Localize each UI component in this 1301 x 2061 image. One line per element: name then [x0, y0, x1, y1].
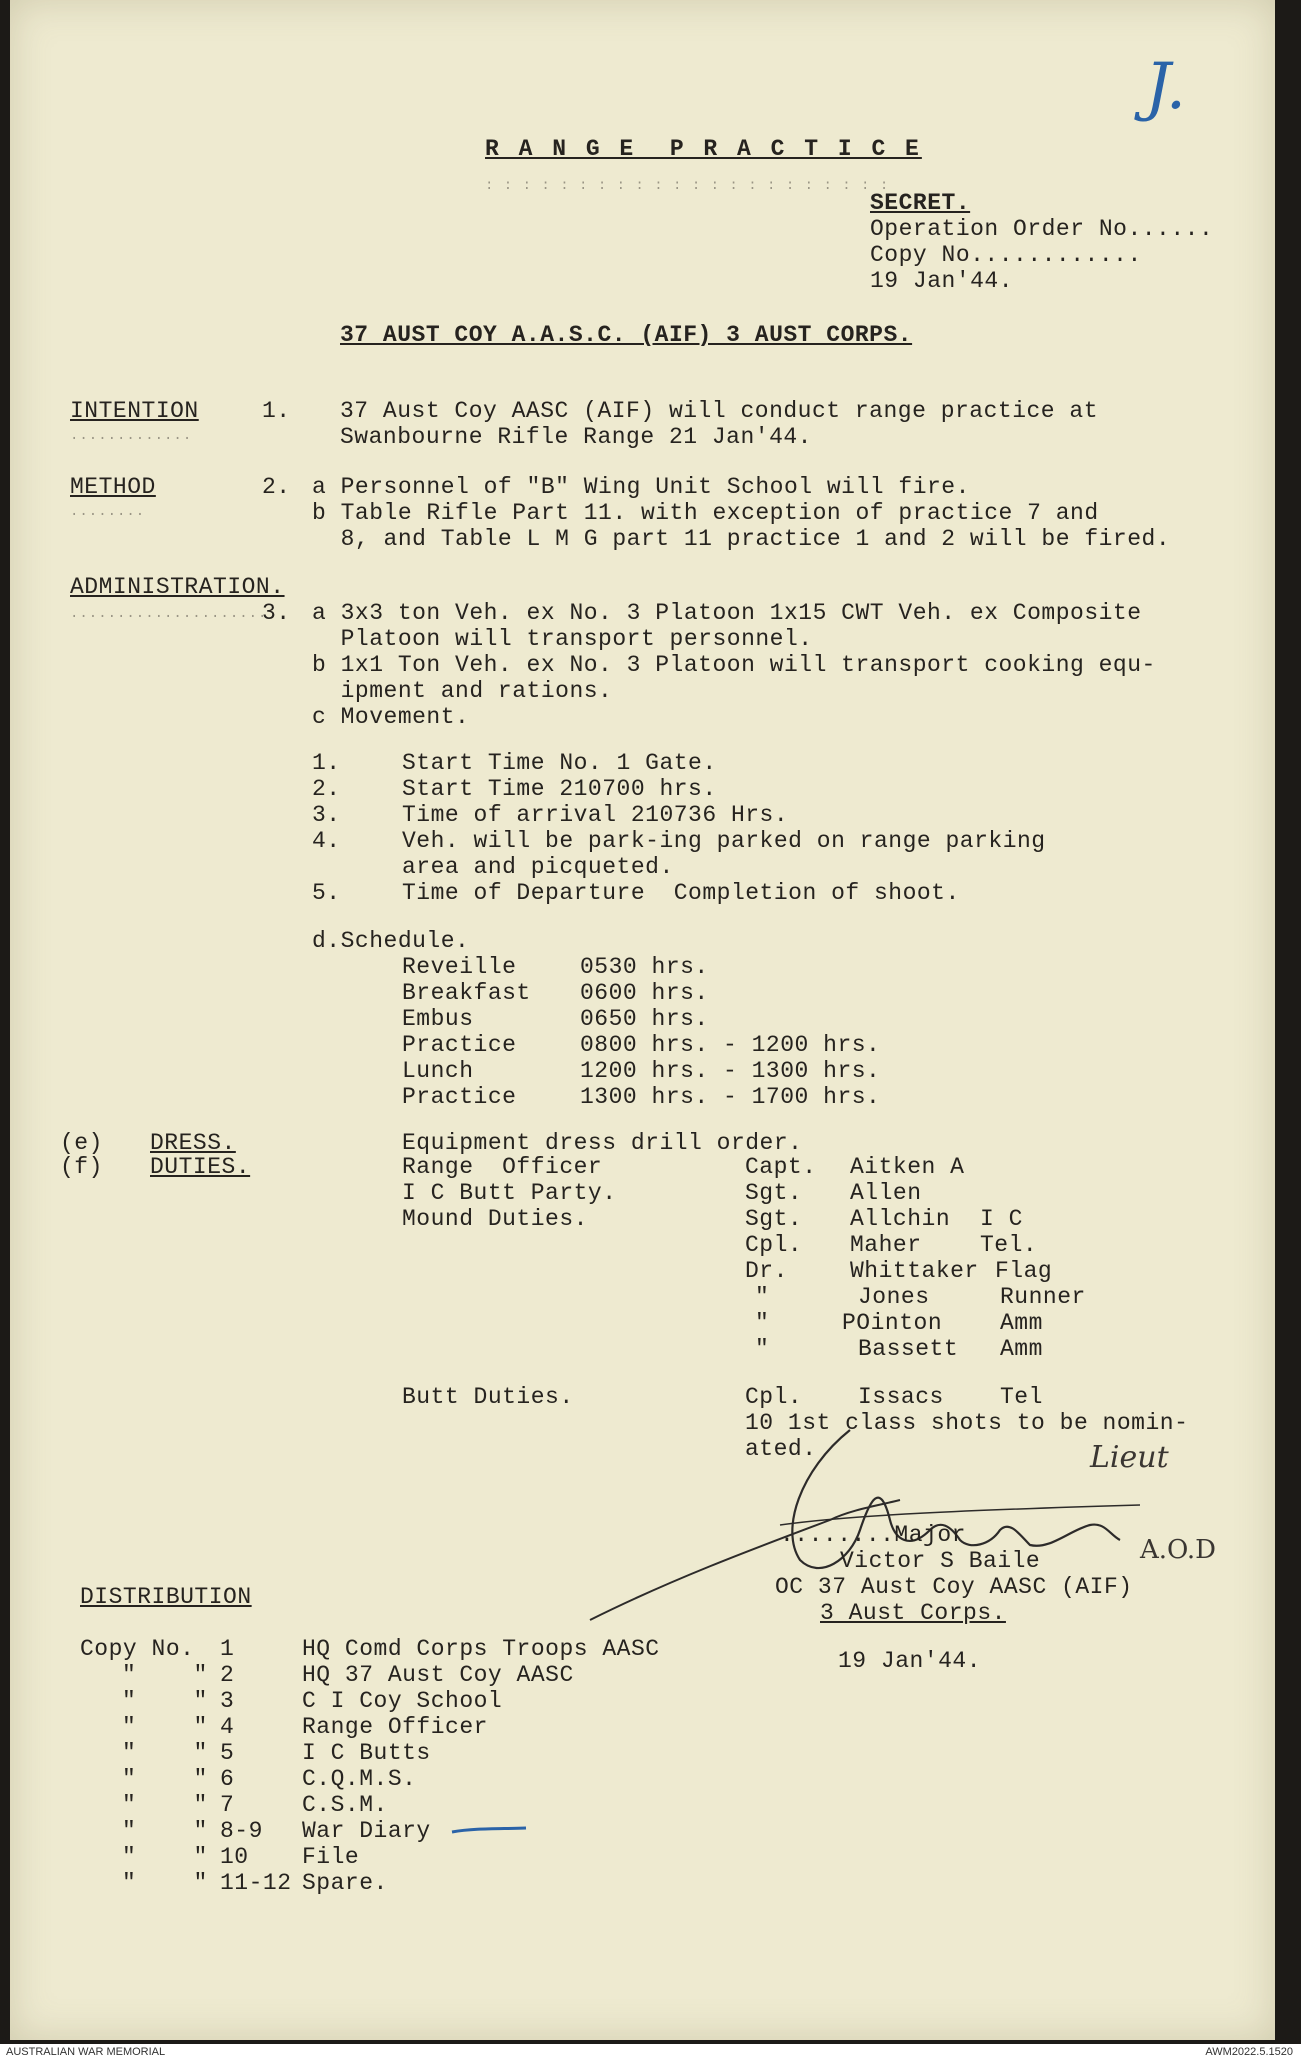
movement-number: 5. — [312, 880, 341, 906]
distribution-prefix: " " — [122, 1688, 208, 1714]
butt-note: ated. — [745, 1436, 817, 1462]
schedule-time: 0650 hrs. — [580, 1006, 709, 1032]
duty-rank: Cpl. — [745, 1232, 803, 1258]
movement-text: Time of arrival 210736 Hrs. — [402, 802, 789, 828]
distribution-prefix: Copy No. — [80, 1636, 195, 1662]
distribution-recipient: Range Officer — [302, 1714, 488, 1740]
duty-rank: Sgt. — [745, 1206, 803, 1232]
duty-name: Allchin — [850, 1206, 951, 1232]
duty-rank: Capt. — [745, 1154, 817, 1180]
method-number: 2. — [262, 474, 291, 500]
duty-task: Runner — [1000, 1284, 1086, 1310]
duty-rank: " — [755, 1310, 770, 1336]
schedule-label: d.Schedule. — [312, 928, 470, 954]
copy-no: Copy No............ — [870, 242, 1142, 268]
footer-accession-number: AWM2022.5.1520 — [1205, 2046, 1293, 2058]
duty-name: Maher — [850, 1232, 922, 1258]
intention-label: INTENTION — [70, 398, 199, 424]
schedule-item: Practice — [402, 1032, 517, 1058]
duties-marker: (f) — [60, 1154, 103, 1180]
distribution-prefix: " " — [122, 1740, 208, 1766]
distribution-recipient: Spare. — [302, 1870, 388, 1896]
duty-name: Jones — [858, 1284, 930, 1310]
distribution-copy-no: 6 — [220, 1766, 235, 1792]
distribution-recipient: War Diary — [302, 1818, 431, 1844]
distribution-copy-no: 4 — [220, 1714, 235, 1740]
signatory-title: OC 37 Aust Coy AASC (AIF) — [775, 1574, 1133, 1600]
pen-tick-mark — [450, 1820, 530, 1840]
distribution-prefix: " " — [122, 1766, 208, 1792]
schedule-item: Practice — [402, 1084, 517, 1110]
administration-line: Platoon will transport personnel. — [312, 626, 813, 652]
duty-task: Flag — [995, 1258, 1053, 1284]
duty-rank: Sgt. — [745, 1180, 803, 1206]
handwritten-lieut: Lieut — [1090, 1440, 1169, 1475]
movement-number: 2. — [312, 776, 341, 802]
signatory-name: Victor S Baile — [840, 1548, 1041, 1574]
distribution-recipient: C.Q.M.S. — [302, 1766, 417, 1792]
distribution-prefix: " " — [122, 1844, 208, 1870]
schedule-time: 0600 hrs. — [580, 980, 709, 1006]
page-title: R A N G E P R A C T I C E — [485, 136, 922, 162]
distribution-copy-no: 7 — [220, 1792, 235, 1818]
method-dots: ........ — [70, 504, 146, 520]
distribution-recipient: HQ Comd Corps Troops AASC — [302, 1636, 660, 1662]
duty-role: Range Officer — [402, 1154, 603, 1180]
title-dots: : : : : : : : : : : : : : : : : : : : : : : — [485, 178, 890, 194]
schedule-item: Lunch — [402, 1058, 474, 1084]
handwritten-corner-mark: J. — [1145, 50, 1187, 124]
administration-number: 3. — [262, 600, 291, 626]
schedule-item: Reveille — [402, 954, 517, 980]
butt-duties-rank: Cpl. — [745, 1384, 803, 1410]
signature-date: 19 Jan'44. — [838, 1648, 982, 1674]
duties-label: DUTIES. — [150, 1154, 251, 1180]
duty-task: I C — [980, 1206, 1023, 1232]
duty-rank: " — [755, 1284, 770, 1310]
method-label: METHOD — [70, 474, 156, 500]
movement-text: Veh. will be park-ing parked on range parking — [402, 828, 1046, 854]
distribution-copy-no: 8-9 — [220, 1818, 263, 1844]
distribution-prefix: " " — [122, 1662, 208, 1688]
schedule-time: 1300 hrs. - 1700 hrs. — [580, 1084, 881, 1110]
distribution-prefix: " " — [122, 1714, 208, 1740]
distribution-recipient: I C Butts — [302, 1740, 431, 1766]
dress-text: Equipment dress drill order. — [402, 1130, 803, 1156]
distribution-prefix: " " — [122, 1792, 208, 1818]
duty-name: POinton — [842, 1310, 943, 1336]
butt-duties-name: Issacs — [858, 1384, 944, 1410]
classification: SECRET. — [870, 190, 971, 216]
unit-heading: 37 AUST COY A.A.S.C. (AIF) 3 AUST CORPS. — [340, 322, 913, 348]
duty-name: Aitken A — [850, 1154, 965, 1180]
administration-line: b 1x1 Ton Veh. ex No. 3 Platoon will transport cooking equ- — [312, 652, 1156, 678]
butt-duties-task: Tel — [1000, 1384, 1043, 1410]
schedule-item: Embus — [402, 1006, 474, 1032]
duty-name: Whittaker — [850, 1258, 979, 1284]
distribution-recipient: File — [302, 1844, 360, 1870]
intention-number: 1. — [262, 398, 291, 424]
duty-task: Tel. — [980, 1232, 1038, 1258]
schedule-item: Breakfast — [402, 980, 531, 1006]
operation-order-no: Operation Order No...... — [870, 216, 1214, 242]
method-line: a Personnel of "B" Wing Unit School will fire. — [312, 474, 970, 500]
butt-note: 10 1st class shots to be nomin- — [745, 1410, 1189, 1436]
movement-number: 3. — [312, 802, 341, 828]
movement-text: area and picqueted. — [402, 854, 674, 880]
schedule-time: 0800 hrs. - 1200 hrs. — [580, 1032, 881, 1058]
distribution-copy-no: 10 — [220, 1844, 249, 1870]
butt-duties-role: Butt Duties. — [402, 1384, 574, 1410]
administration-label: ADMINISTRATION. — [70, 574, 285, 600]
schedule-time: 1200 hrs. - 1300 hrs. — [580, 1058, 881, 1084]
method-line: 8, and Table L M G part 11 practice 1 and 2 will be fired. — [312, 526, 1171, 552]
administration-line: ipment and rations. — [312, 678, 613, 704]
signature-rank-line: ........Major — [780, 1522, 966, 1548]
distribution-prefix: " " — [122, 1870, 208, 1896]
handwritten-aod: A.O.D — [1140, 1535, 1216, 1565]
duty-role: Mound Duties. — [402, 1206, 588, 1232]
dress-marker: (e) — [60, 1130, 103, 1156]
distribution-recipient: HQ 37 Aust Coy AASC — [302, 1662, 574, 1688]
distribution-label: DISTRIBUTION — [80, 1584, 252, 1610]
distribution-copy-no: 1 — [220, 1636, 235, 1662]
administration-dots: ..................... — [70, 606, 268, 622]
movement-text: Time of Departure Completion of shoot. — [402, 880, 960, 906]
dress-label: DRESS. — [150, 1130, 236, 1156]
administration-line: a 3x3 ton Veh. ex No. 3 Platoon 1x15 CWT Veh. ex Composite — [312, 600, 1142, 626]
duty-name: Bassett — [858, 1336, 959, 1362]
movement-text: Start Time No. 1 Gate. — [402, 750, 717, 776]
distribution-copy-no: 11-12 — [220, 1870, 292, 1896]
intention-line: 37 Aust Coy AASC (AIF) will conduct range practice at — [340, 398, 1099, 424]
archive-footer — [0, 2044, 1301, 2061]
distribution-recipient: C I Coy School — [302, 1688, 503, 1714]
intention-line: Swanbourne Rifle Range 21 Jan'44. — [340, 424, 812, 450]
distribution-prefix: " " — [122, 1818, 208, 1844]
duty-role: I C Butt Party. — [402, 1180, 617, 1206]
signatory-unit: 3 Aust Corps. — [820, 1600, 1006, 1626]
duty-rank: " — [755, 1336, 770, 1362]
footer-institution: AUSTRALIAN WAR MEMORIAL — [6, 2046, 166, 2058]
method-line: b Table Rifle Part 11. with exception of practice 7 and — [312, 500, 1099, 526]
duty-rank: Dr. — [745, 1258, 788, 1284]
distribution-recipient: C.S.M. — [302, 1792, 388, 1818]
duty-task: Amm — [1000, 1310, 1043, 1336]
schedule-time: 0530 hrs. — [580, 954, 709, 980]
document-page — [10, 0, 1275, 2040]
distribution-copy-no: 5 — [220, 1740, 235, 1766]
movement-number: 4. — [312, 828, 341, 854]
duty-name: Allen — [850, 1180, 922, 1206]
movement-number: 1. — [312, 750, 341, 776]
administration-line: c Movement. — [312, 704, 470, 730]
distribution-copy-no: 2 — [220, 1662, 235, 1688]
distribution-copy-no: 3 — [220, 1688, 235, 1714]
intention-dots: ............. — [70, 428, 193, 444]
duty-task: Amm — [1000, 1336, 1043, 1362]
movement-text: Start Time 210700 hrs. — [402, 776, 717, 802]
order-date: 19 Jan'44. — [870, 268, 1014, 294]
